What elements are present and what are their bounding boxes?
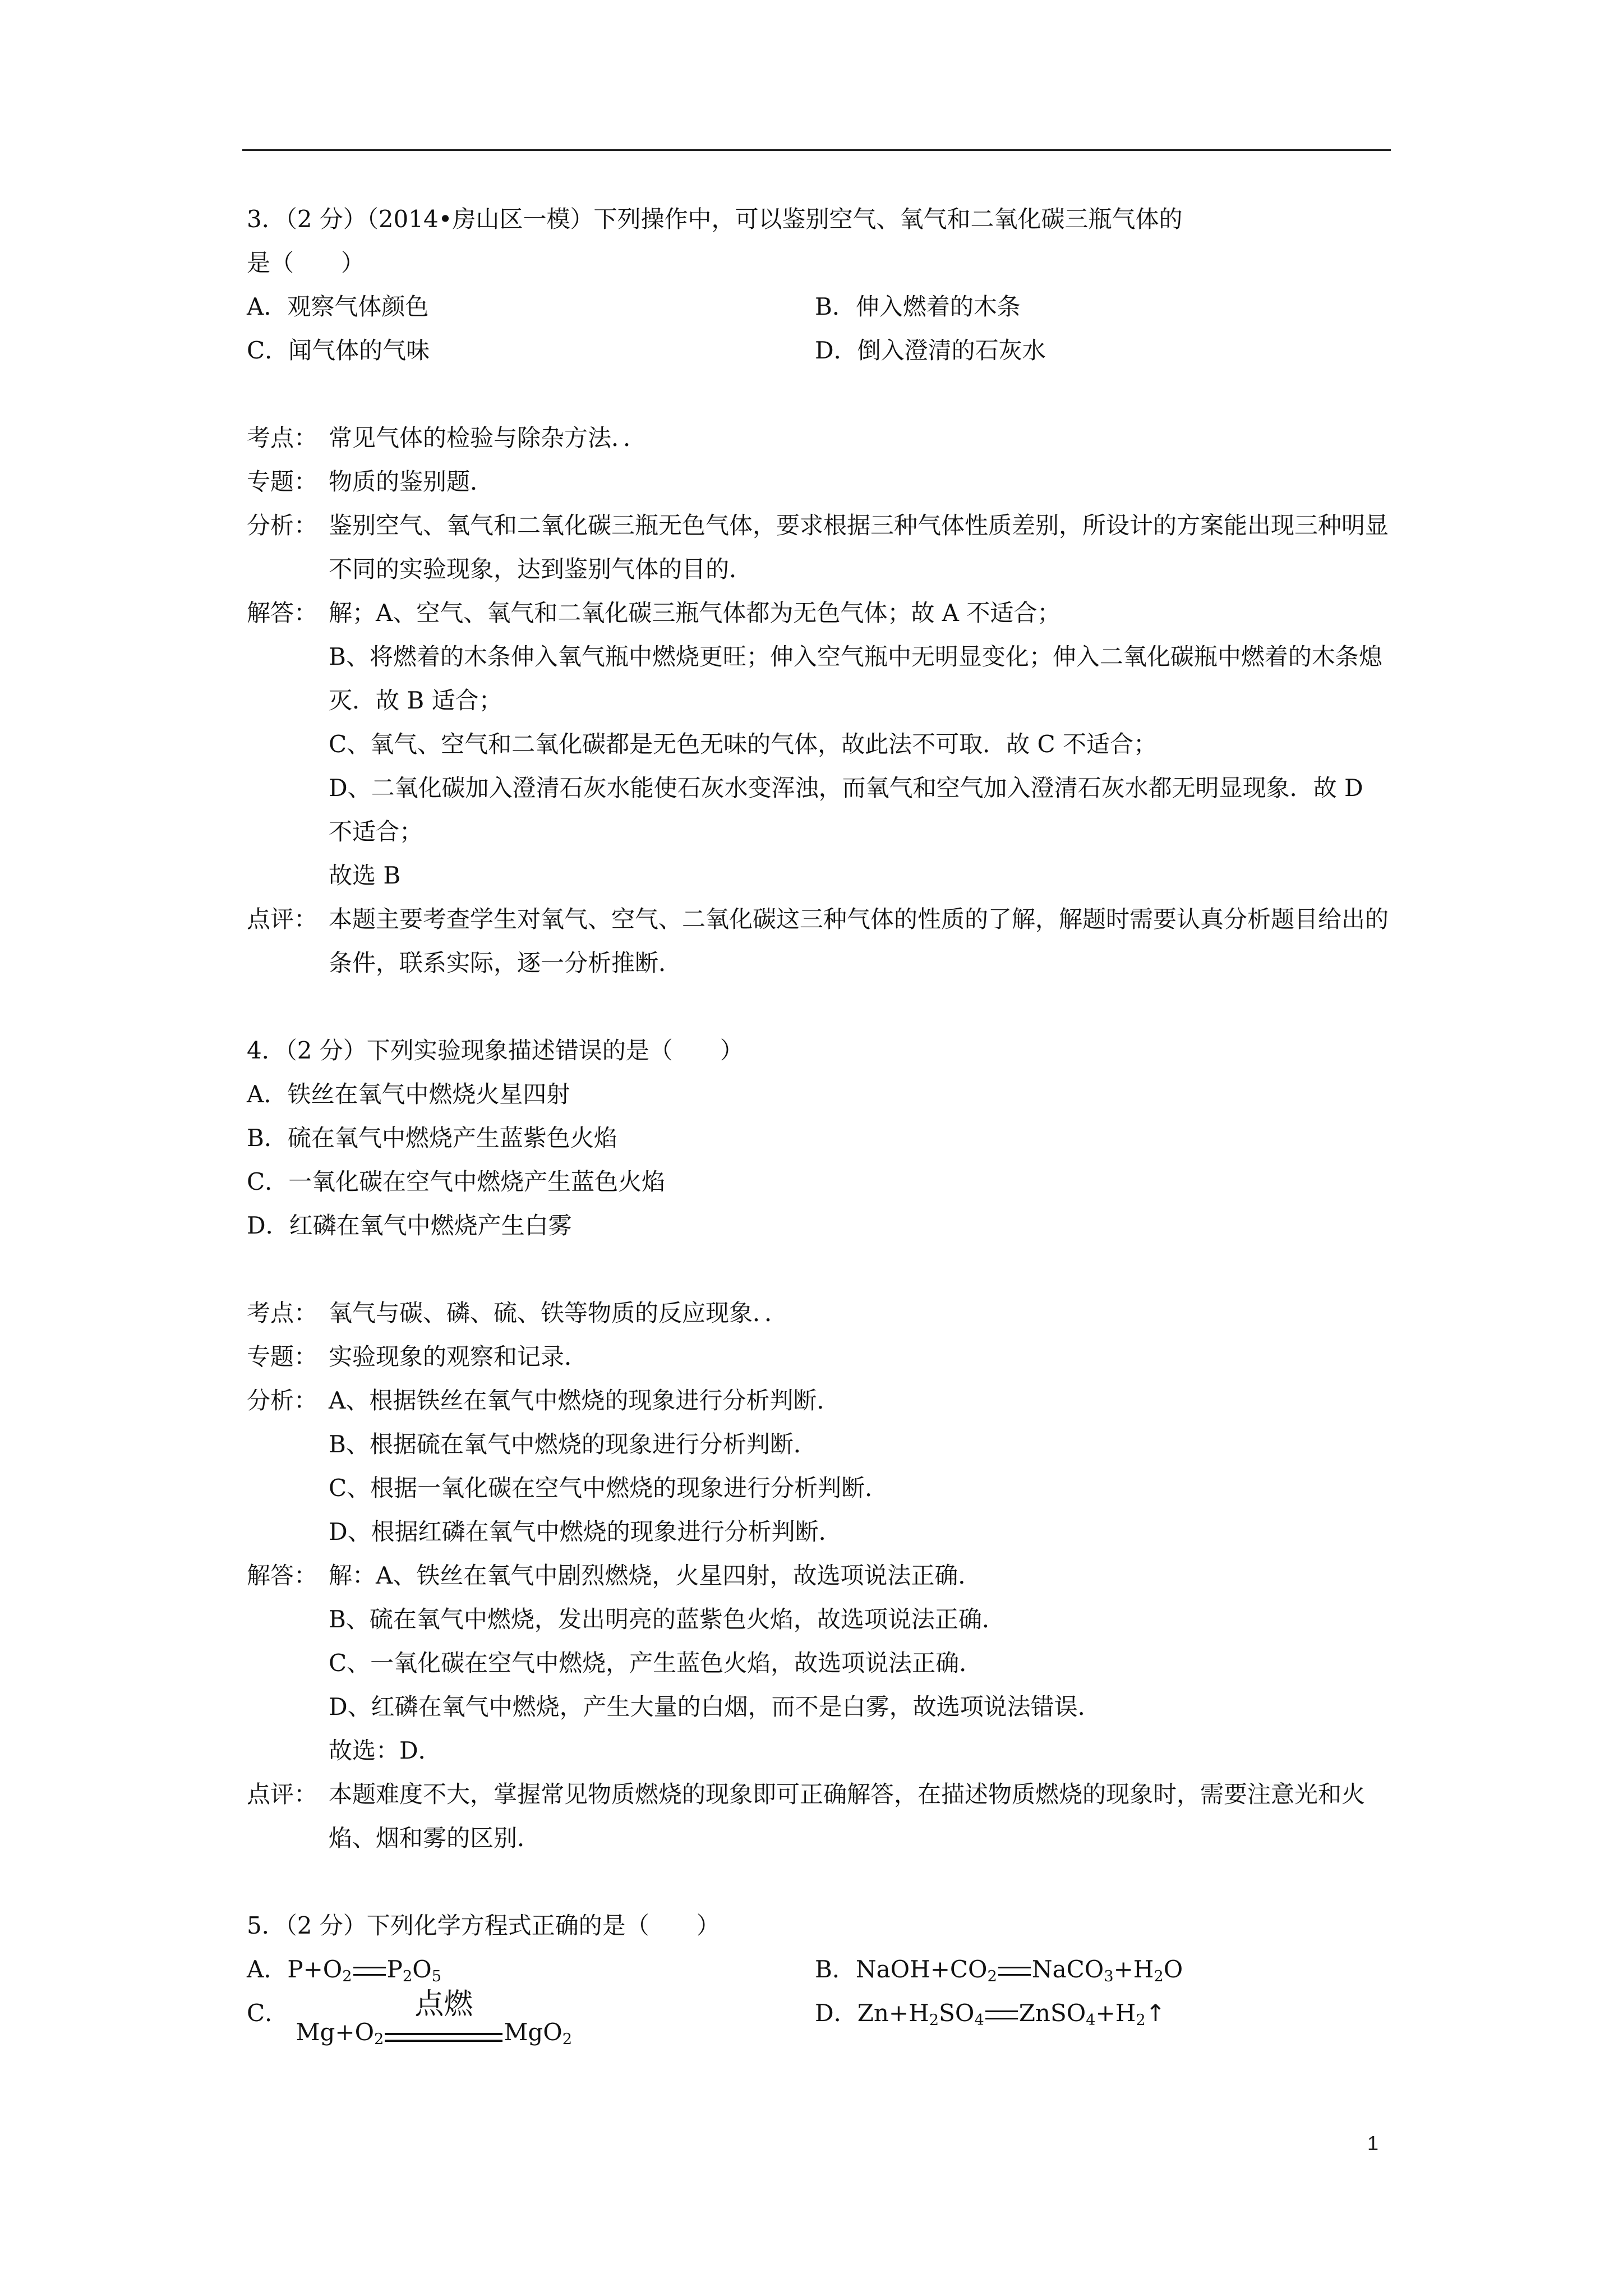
q3-fenxi	[247, 504, 1391, 591]
q4-jieda-label: 解答：	[247, 1562, 318, 1589]
q4-option-a: A．铁丝在氧气中燃烧火星四射	[247, 1080, 570, 1108]
q4-zhuanti-text: 实验现象的观察和记录．	[329, 1343, 588, 1370]
q3-kaodian-text: 常见气体的检验与除杂方法．．	[329, 424, 647, 452]
q5-option-b-label: B．	[815, 1955, 856, 1983]
q4-stem: 4．（2 分）下列实验现象描述错误的是（ ）	[247, 1037, 744, 1064]
q3-kaodian-label: 考点：	[247, 424, 318, 452]
q4-jieda-line2: B、硫在氧气中燃烧，发出明亮的蓝紫色火焰，故选项说法正确．	[329, 1605, 1006, 1633]
q3-dianping-text: 本题主要考查学生对氧气、空气、二氧化碳这三种气体的性质的了解，解题时需要认真分析题目给出的条件，联系实际，逐一分析推断．	[329, 905, 1389, 977]
q5-option-c-equation: $Mg+O_2$ 点燃 MgO$_2$	[296, 2010, 573, 2054]
q5-option-d-equation: $Zn+H_2SO_4$ $ZnSO_4+H_2↑$	[857, 1999, 1165, 2027]
q4-kaodian	[247, 1291, 1391, 1335]
q3-stem-line1: 3．（2 分）（2014•房山区一模）下列操作中，可以鉴别空气、氧气和二氧化碳三瓶气体的	[247, 205, 1183, 233]
q3-dianping	[247, 898, 1391, 985]
header-rule	[242, 149, 1391, 151]
q3-options-row2	[247, 329, 1391, 372]
q3-zhuanti-label: 专题：	[247, 468, 318, 495]
q4-jieda-line5: 故选：D．	[329, 1737, 442, 1764]
q3-jieda-label: 解答：	[247, 599, 318, 627]
q3-dianping-label: 点评：	[247, 905, 318, 933]
q3-fenxi-text: 鉴别空气、氧气和二氧化碳三瓶无色气体，要求根据三种气体性质差别，所设计的方案能出现三种明显不同的实验现象，达到鉴别气体的目的．	[329, 512, 1389, 583]
q3-option-b: B．伸入燃着的木条	[815, 293, 1021, 320]
q5-option-d	[815, 1991, 1383, 2053]
q5-option-a-equation: $P+O_2$ $P_2O_5$	[287, 1955, 442, 1985]
q5-option-d-label: D．	[815, 1999, 857, 2027]
q4-jieda	[247, 1554, 1391, 1773]
q5-option-c-label: C．	[247, 1999, 289, 2027]
q5-option-a	[247, 1948, 815, 1991]
q3-stem-line2: 是（ ）	[247, 249, 365, 277]
q4-fenxi	[247, 1379, 1391, 1554]
q3-zhuanti-text: 物质的鉴别题．	[329, 468, 494, 495]
page-content	[247, 197, 1391, 2053]
q5-option-b-equation: $NaOH+CO_2$ $NaCO_3+H_2O$	[855, 1955, 1183, 1985]
q3-jieda-body	[329, 591, 1391, 898]
q3-fenxi-label: 分析：	[247, 512, 318, 539]
q3-zhuanti	[247, 460, 1391, 504]
q3-options-row1	[247, 285, 1391, 329]
q4-dianping	[247, 1773, 1391, 1860]
q4-jieda-line4: D、红磷在氧气中燃烧，产生大量的白烟，而不是白雾，故选项说法错误．	[329, 1693, 1101, 1720]
q5-option-b	[815, 1948, 1383, 1991]
q4-fenxi-line1: A、根据铁丝在氧气中燃烧的现象进行分析判断．	[329, 1387, 841, 1414]
q4-dianping-text: 本题难度不大，掌握常见物质燃烧的现象即可正确解答，在描述物质燃烧的现象时，需要注意光和火焰、烟和雾的区别．	[329, 1780, 1366, 1852]
q3-jieda-line3: C、氧气、空气和二氧化碳都是无色无味的气体，故此法不可取．故 C 不适合；	[329, 730, 1157, 758]
q5-option-c	[247, 1987, 815, 2053]
q5-options-row2	[247, 1987, 1391, 2053]
q3-jieda	[247, 591, 1391, 898]
page-number: 1	[1367, 2132, 1379, 2155]
q4-fenxi-line3: C、根据一氧化碳在空气中燃烧的现象进行分析判断．	[329, 1474, 889, 1502]
q4-zhuanti-label: 专题：	[247, 1343, 318, 1370]
q3-kaodian	[247, 416, 1391, 460]
q4-jieda-line1: 解：A、铁丝在氧气中剧烈燃烧，火星四射，故选项说法正确．	[329, 1562, 982, 1589]
q4-jieda-body	[329, 1554, 1391, 1773]
q3-option-d: D．倒入澄清的石灰水	[815, 337, 1046, 364]
q4-option-c: C．一氧化碳在空气中燃烧产生蓝色火焰	[247, 1168, 666, 1195]
q3-jieda-line4: D、二氧化碳加入澄清石灰水能使石灰水变浑浊，而氧气和空气加入澄清石灰水都无明显现象．故 D 不适合；	[329, 774, 1363, 845]
q3-jieda-line5: 故选 B	[329, 862, 401, 889]
q4-option-b: B．硫在氧气中燃烧产生蓝紫色火焰	[247, 1124, 617, 1152]
q3-jieda-line2: B、将燃着的木条伸入氧气瓶中燃烧更旺；伸入空气瓶中无明显变化；伸入二氧化碳瓶中燃着的木条熄灭．故 B 适合；	[329, 643, 1382, 714]
q3-option-a: A．观察气体颜色	[247, 293, 429, 320]
q4-fenxi-label: 分析：	[247, 1387, 318, 1414]
q4-fenxi-line4: D、根据红磷在氧气中燃烧的现象进行分析判断．	[329, 1518, 842, 1545]
q4-zhuanti	[247, 1335, 1391, 1379]
q4-jieda-line3: C、一氧化碳在空气中燃烧，产生蓝色火焰，故选项说法正确．	[329, 1649, 983, 1677]
q4-fenxi-body	[329, 1379, 1391, 1554]
q5-option-a-label: A．	[247, 1955, 288, 1983]
q4-fenxi-line2: B、根据硫在氧气中燃烧的现象进行分析判断．	[329, 1430, 817, 1458]
q3-jieda-line1: 解；A、空气、氧气和二氧化碳三瓶气体都为无色气体；故 A 不适合；	[329, 599, 1061, 627]
q4-dianping-label: 点评：	[247, 1780, 318, 1808]
q4-kaodian-label: 考点：	[247, 1299, 318, 1327]
ignite-condition-label: 点燃	[414, 1987, 473, 2021]
reaction-condition	[385, 1987, 502, 2054]
q3-option-c: C．闻气体的气味	[247, 337, 430, 364]
double-bar-equals	[385, 2033, 502, 2042]
q4-option-d: D．红磷在氧气中燃烧产生白雾	[247, 1212, 572, 1239]
q4-kaodian-text: 氧气与碳、磷、硫、铁等物质的反应现象．．	[329, 1299, 789, 1327]
gas-up-arrow-icon: ↑	[1145, 1999, 1165, 2027]
q5-stem: 5．（2 分）下列化学方程式正确的是（ ）	[247, 1912, 720, 1939]
